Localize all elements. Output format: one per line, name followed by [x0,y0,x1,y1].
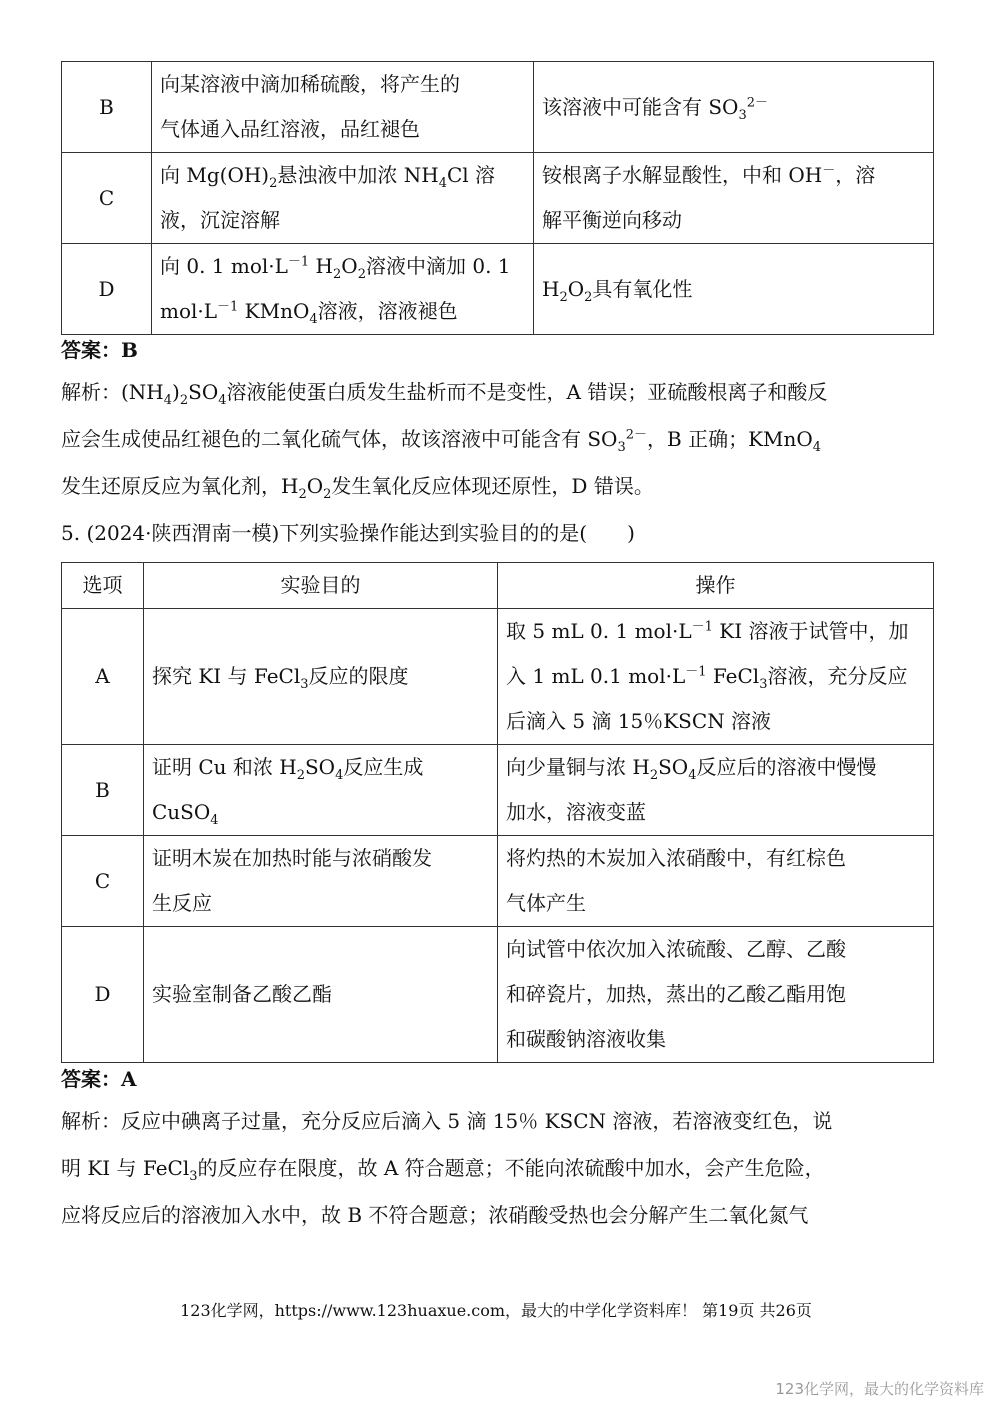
purpose-cell: 证明 Cu 和浓 $H_2SO_4$反应生成 CuSO$_4$ [144,745,498,836]
conclusion-cell: 该溶液中可能含有 $SO_3^{2-}$ [534,62,934,153]
analysis-1 [61,369,932,510]
table-row [62,244,934,335]
purpose-cell: 证明木炭在加热时能与浓硝酸发 生反应 [144,836,498,927]
analysis-2-line: 解析：反应中碘离子过量，充分反应后滴入 5 滴 15％ KSCN 溶液，若溶液变红色，说 [61,1109,833,1133]
page-footer: 123化学网，https://www.123huaxue.com，最大的中学化学资料库！ 第19页 共26页 [180,1301,812,1320]
header-operation: 操作 [498,563,934,609]
table-row [62,62,934,153]
conclusion-cell: $H_2O_2$具有氧化性 [534,244,934,335]
table-header-row [62,563,934,609]
purpose-cell: 实验室制备乙酸乙酯 [144,927,498,1063]
options-table-top [61,61,934,335]
operation-cell: 将灼热的木炭加入浓硝酸中，有红棕色 气体产生 [498,836,934,927]
analysis-1-line: 应会生成使品红褪色的二氧化硫气体，故该溶液中可能含有 $SO_3^{2-}$，B 正确；KMnO$_4$ [61,416,932,463]
operation-cell: 取 5 mL 0. 1 $mol\cdot L^{-1}$ KI 溶液于试管中，加 入 1 mL 0.1 $mol\cdot L^{-1}$ FeCl$_3$溶液，充分反应 后滴入 5 滴 15％KSCN 溶液 [498,609,934,745]
answer-1: 答案：B [61,338,138,362]
analysis-1-line: 发生还原反应为氧化剂，$H_2O_2$发生氧化反应体现还原性，D 错误。 [61,474,654,502]
option-label: C [62,836,144,927]
option-label: A [62,609,144,745]
operation-cell: 向 $Mg(OH)_2$悬浊液中加浓 $NH_4Cl$ 溶 液，沉淀溶解 [152,153,534,244]
purpose-cell: 探究 KI 与 FeCl$_3$反应的限度 [144,609,498,745]
options-table-q5 [61,562,934,1063]
option-label: D [62,927,144,1063]
operation-cell: 向少量铜与浓 $H_2SO_4$反应后的溶液中慢慢 加水，溶液变蓝 [498,745,934,836]
answer-2: 答案：A [61,1067,137,1091]
option-label: D [62,244,152,335]
operation-cell: 向 0. 1 $mol\cdot L^{-1}$ $H_2O_2$溶液中滴加 0. 1 $mol\cdot L^{-1}$ KMnO$_4$溶液，溶液褪色 [152,244,534,335]
analysis-2-line: 明 KI 与 FeCl$_3$的反应存在限度，故 A 符合题意；不能向浓硫酸中加水，会产生危险， [61,1156,825,1184]
analysis-2-line: 应将反应后的溶液加入水中，故 B 不符合题意；浓硝酸受热也会分解产生二氧化氮气 [61,1203,809,1227]
analysis-1-line: 解析：$(NH_4)_2SO_4$溶液能使蛋白质发生盐析而不是变性，A 错误；亚硫酸根离子和酸反 [61,380,828,408]
table-row [62,927,934,1063]
conclusion-cell: 铵根离子水解显酸性，中和 OH－，溶 解平衡逆向移动 [534,153,934,244]
table-row [62,609,934,745]
table-row [62,836,934,927]
sulfite-ion: $SO_3^{2-}$ [708,94,769,123]
option-label: B [62,745,144,836]
analysis-2 [61,1098,932,1239]
option-label: B [62,62,152,153]
header-purpose: 实验目的 [144,563,498,609]
watermark: 123化学网，最大的化学资料库 [775,1380,984,1398]
operation-cell: 向某溶液中滴加稀硫酸，将产生的 气体通入品红溶液，品红褪色 [152,62,534,153]
sulfite-ion: $SO_3^{2-}$ [587,427,648,455]
table-row [62,745,934,836]
operation-cell: 向试管中依次加入浓硫酸、乙醇、乙酸 和碎瓷片，加热，蒸出的乙酸乙酯用饱 和碳酸钠溶液收集 [498,927,934,1063]
option-label: C [62,153,152,244]
header-option: 选项 [62,563,144,609]
question-5: 5. (2024·陕西渭南一模)下列实验操作能达到实验目的的是( ) [61,521,635,545]
table-row [62,153,934,244]
